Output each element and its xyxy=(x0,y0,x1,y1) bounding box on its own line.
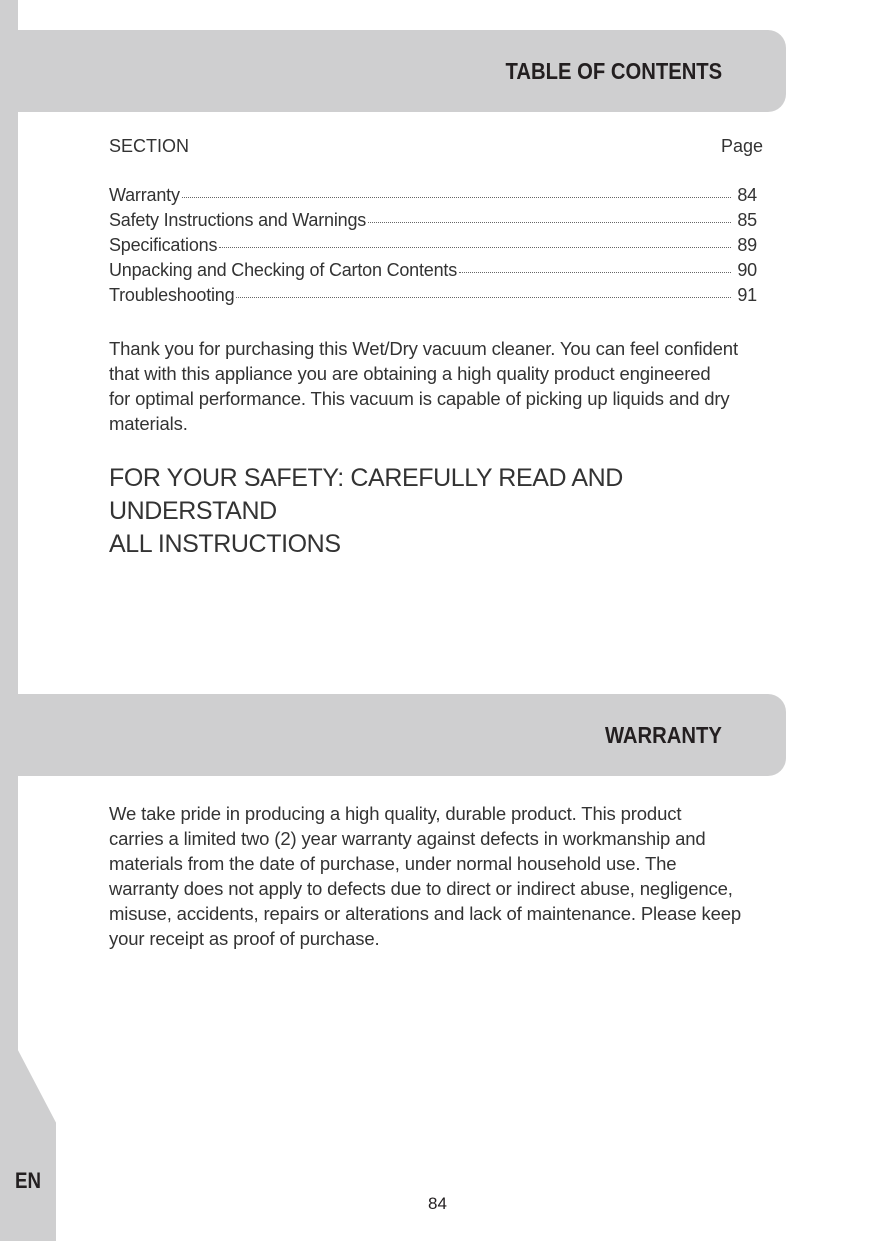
safety-heading xyxy=(109,462,749,561)
toc-section-header: SECTION xyxy=(109,136,190,156)
toc-list xyxy=(109,185,757,310)
intro-line: for optimal performance. This vacuum is capable of picking up liquids and dry xyxy=(109,388,730,409)
intro-line: Thank you for purchasing this Wet/Dry vacuum cleaner. You can feel confident xyxy=(109,338,738,359)
toc-page-header: Page xyxy=(720,136,763,156)
page-number: 84 xyxy=(428,1194,447,1213)
warranty-banner xyxy=(18,694,786,776)
toc-dot-leader xyxy=(182,197,732,198)
intro-line: materials. xyxy=(109,413,188,434)
toc-title: TABLE OF CONTENTS xyxy=(505,58,722,84)
warranty-line: We take pride in producing a high quality, durable product. This product xyxy=(109,803,682,824)
warranty-paragraph xyxy=(109,801,769,951)
toc-dot-leader xyxy=(459,272,731,273)
warranty-line: your receipt as proof of purchase. xyxy=(109,928,380,949)
toc-dot-leader xyxy=(219,247,731,248)
toc-entry-specifications[interactable] xyxy=(109,235,757,260)
toc-entry-label: Safety Instructions and Warnings xyxy=(109,210,367,230)
toc-entry-troubleshooting[interactable] xyxy=(109,285,757,310)
toc-header-row xyxy=(109,136,763,157)
intro-paragraph xyxy=(109,336,763,436)
toc-entry-unpacking[interactable] xyxy=(109,260,757,285)
toc-entry-label: Specifications xyxy=(109,235,218,255)
language-tab-label: EN xyxy=(15,1168,41,1193)
toc-entry-warranty[interactable] xyxy=(109,185,757,210)
toc-entry-safety[interactable] xyxy=(109,210,757,235)
toc-entry-page: 84 xyxy=(737,185,757,205)
toc-entry-label: Unpacking and Checking of Carton Contents xyxy=(109,260,458,280)
warranty-line: misuse, accidents, repairs or alterations and lack of maintenance. Please keep xyxy=(109,903,742,924)
toc-entry-page: 90 xyxy=(737,260,757,280)
toc-entry-label: Warranty xyxy=(109,185,180,205)
toc-dot-leader xyxy=(368,222,731,223)
toc-banner xyxy=(18,30,786,112)
warranty-line: carries a limited two (2) year warranty against defects in workmanship and xyxy=(109,828,706,849)
warranty-line: materials from the date of purchase, under normal household use. The xyxy=(109,853,677,874)
safety-heading-line: FOR YOUR SAFETY: CAREFULLY READ AND UNDERSTAND xyxy=(109,464,623,525)
toc-entry-label: Troubleshooting xyxy=(109,285,235,305)
toc-entry-page: 91 xyxy=(737,285,757,305)
warranty-title: WARRANTY xyxy=(605,722,722,748)
toc-dot-leader xyxy=(236,297,731,298)
toc-entry-page: 89 xyxy=(737,235,757,255)
intro-line: that with this appliance you are obtaining a high quality product engineered xyxy=(109,363,711,384)
safety-heading-line: ALL INSTRUCTIONS xyxy=(109,530,341,558)
toc-entry-page: 85 xyxy=(737,210,757,230)
warranty-line: warranty does not apply to defects due to direct or indirect abuse, negligence, xyxy=(109,878,733,899)
